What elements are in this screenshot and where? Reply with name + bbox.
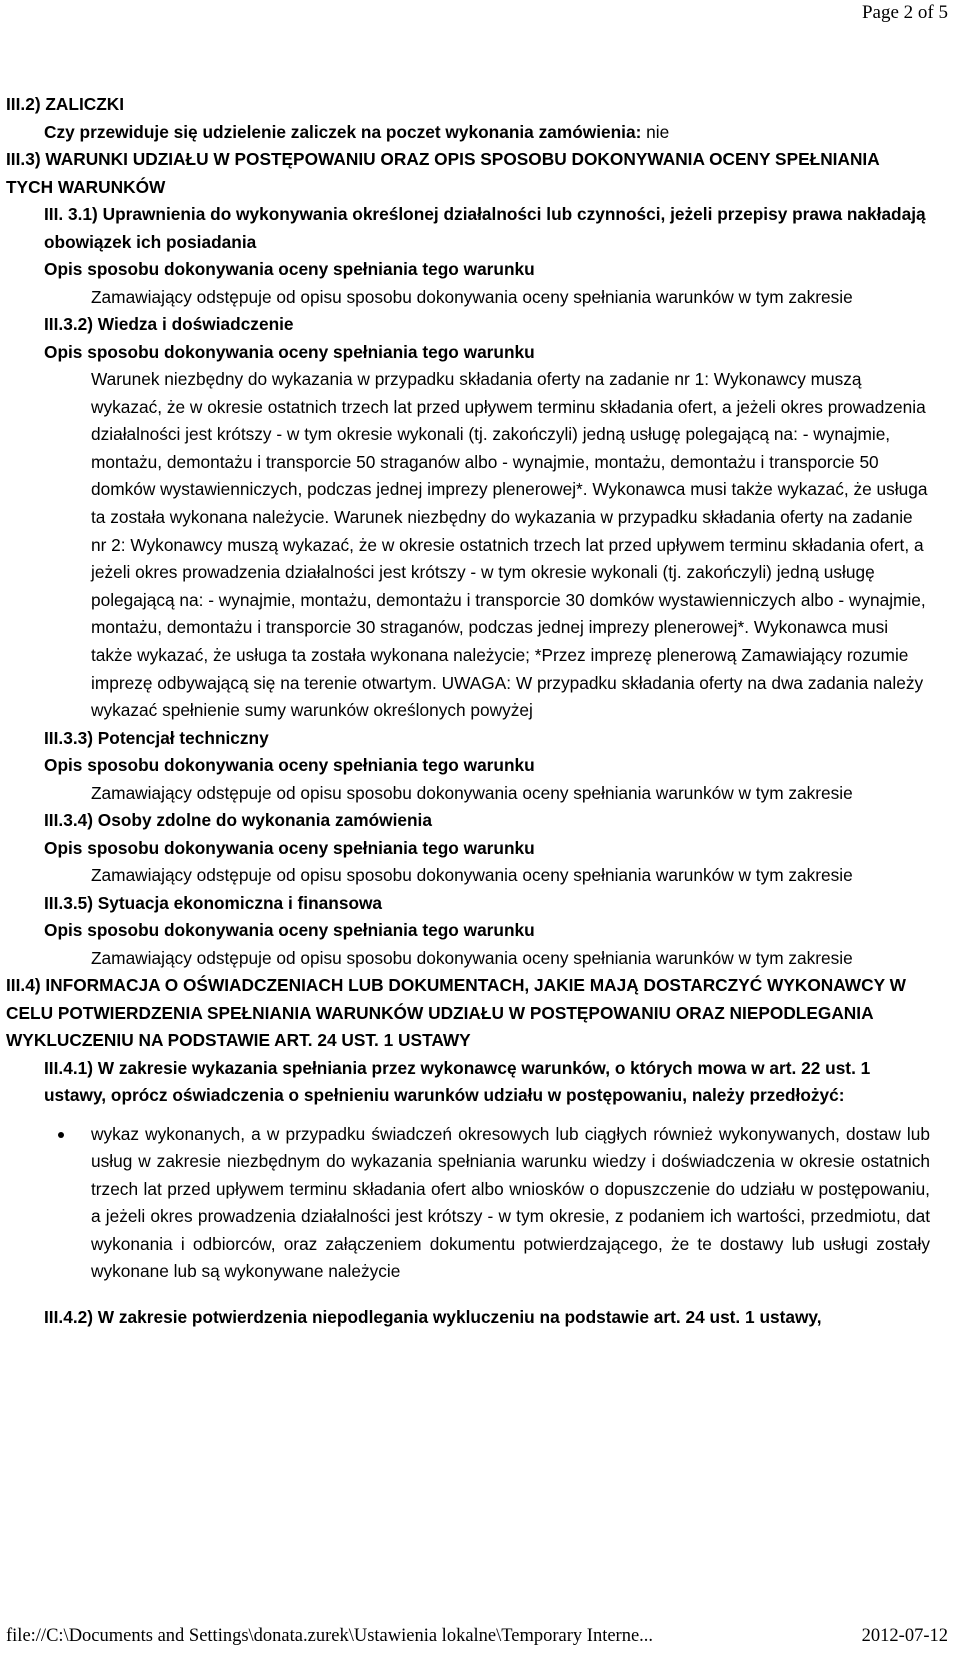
document-body <box>6 91 956 1331</box>
section-iii3-title: III.3) WARUNKI UDZIAŁU W POSTĘPOWANIU ORAZ OPIS SPOSOBU DOKONYWANIA OCENY SPEŁNIANIA TYCH WARUNKÓW <box>6 149 880 197</box>
section-iii2-question-line <box>6 119 956 147</box>
section-iii2-question: Czy przewiduje się udzielenie zaliczek na poczet wykonania zamówienia: <box>44 121 642 142</box>
section-iii4-title: III.4) INFORMACJA O OŚWIADCZENIACH LUB DOKUMENTACH, JAKIE MAJĄ DOSTARCZYĆ WYKONAWCY W CELU POTWIERDZENIA SPEŁNIANIA WARUNKÓW UDZIAŁU W POSTĘPOWANIU ORAZ NIEPODLEGANIA WYKLUCZENIU NA PODSTAWIE ART. 24 UST. 1 USTAWY <box>6 975 906 1051</box>
section-iii41-title: III.4.1) W zakresie wykazania spełniania przez wykonawcę warunków, o których mowa w art. 22 ust. 1 ustawy, oprócz oświadczenia o spełnieniu warunków udziału w postępowaniu, należy przedłożyć: <box>44 1057 871 1106</box>
section-iii33-subtitle: Opis sposobu dokonywania oceny spełniania tego warunku <box>44 755 535 776</box>
section-iii35-subtitle: Opis sposobu dokonywania oceny spełniania tego warunku <box>44 920 535 941</box>
page-footer <box>6 1626 948 1647</box>
section-iii35-title: III.3.5) Sytuacja ekonomiczna i finansowa <box>44 892 383 913</box>
section-iii32-subtitle: Opis sposobu dokonywania oceny spełniania tego warunku <box>44 341 535 362</box>
spacer <box>6 1286 956 1304</box>
section-iii32-title: III.3.2) Wiedza i doświadczenie <box>44 314 294 334</box>
section-iii42-title: III.4.2) W zakresie potwierdzenia niepodlegania wykluczeniu na podstawie art. 24 ust. 1 ustawy, <box>44 1306 822 1327</box>
footer-date: 2012-07-12 <box>861 1626 948 1646</box>
section-iii34-text: Zamawiający odstępuje od opisu sposobu dokonywania oceny spełniania warunków w tym zakresie <box>91 865 853 886</box>
section-iii33-text: Zamawiający odstępuje od opisu sposobu dokonywania oceny spełniania warunków w tym zakresie <box>91 782 853 803</box>
bullet-icon <box>58 1132 64 1138</box>
section-iii2-answer: nie <box>646 121 670 142</box>
section-iii31-subtitle: Opis sposobu dokonywania oceny spełniania tego warunku <box>44 259 535 279</box>
list-item <box>6 1121 956 1286</box>
page-number: Page 2 of 5 <box>861 2 948 23</box>
section-iii32-text: Warunek niezbędny do wykazania w przypadku składania oferty na zadanie nr 1: Wykonawcy muszą wykazać, że w okresie ostatnich trzech lat przed upływem terminu składania ofert, a jeżeli okres prowadzenia działalności jest krótszy - w tym okresie wykonali (tj. zakończyli) jedną usługę polegającą na: - wynajmie, montażu, demontażu i transporcie 50 straganów albo - wynajmie, montażu, demontażu i transporcie 50 domków wystawienniczych, podczas jednej imprezy plenerowej*. Wykonawca musi także wykazać, że usługa ta została wykonana należycie. Warunek niezbędny do wykazania w przypadku składania oferty na zadanie nr 2: Wykonawcy muszą wykazać, że w okresie ostatnich trzech lat przed upływem terminu składania ofert, a jeżeli okres prowadzenia działalności jest krótszy - w tym okresie wykonali (tj. zakończyli) jedną usługę polegającą na: - wynajmie, montażu, demontażu i transporcie 30 domków wystawienniczych albo - wynajmie, montażu, demontażu i transporcie 30 straganów, podczas jednej imprezy plenerowej*. Wykonawca musi także wykazać, że usługa ta została wykonana należycie; *Przez imprezę plenerową Zamawiający rozumie imprezę odbywającą się na terenie otwartym. UWAGA: W przypadku składania oferty na dwa zadania należy wykazać spełnienie sumy warunków określonych powyżej <box>91 369 928 721</box>
footer-file-path: file://C:\Documents and Settings\donata.zurek\Ustawienia lokalne\Temporary Interne... <box>6 1626 654 1646</box>
section-iii2-title: III.2) ZALICZKI <box>6 94 125 114</box>
section-iii31-title: III. 3.1) Uprawnienia do wykonywania określonej działalności lub czynności, jeżeli przepisy prawa nakładają obowiązek ich posiadania <box>44 204 926 252</box>
section-iii35-text: Zamawiający odstępuje od opisu sposobu dokonywania oceny spełniania warunków w tym zakresie <box>91 947 853 968</box>
section-iii31-text: Zamawiający odstępuje od opisu sposobu dokonywania oceny spełniania warunków w tym zakresie <box>91 286 853 307</box>
section-iii34-title: III.3.4) Osoby zdolne do wykonania zamówienia <box>44 810 432 831</box>
section-iii41-list <box>6 1121 956 1286</box>
section-iii34-subtitle: Opis sposobu dokonywania oceny spełniania tego warunku <box>44 837 535 858</box>
section-iii33-title: III.3.3) Potencjał techniczny <box>44 727 269 748</box>
list-item-text: wykaz wykonanych, a w przypadku świadczeń okresowych lub ciągłych również wykonywanych, dostaw lub usług w zakresie niezbędnym do wykazania spełniania warunku wiedzy i doświadczenia w okresie ostatnich trzech lat przed upływem terminu składania ofert albo wniosków o dopuszczenie do udziału w postępowaniu, a jeżeli okres prowadzenia działalności jest krótszy - w tym okresie, z podaniem ich wartości, przedmiotu, dat wykonania i odbiorców, oraz załączeniem dokumentu potwierdzającego, że te dostawy lub usługi zostały wykonane lub są wykonywane należycie <box>91 1123 930 1282</box>
